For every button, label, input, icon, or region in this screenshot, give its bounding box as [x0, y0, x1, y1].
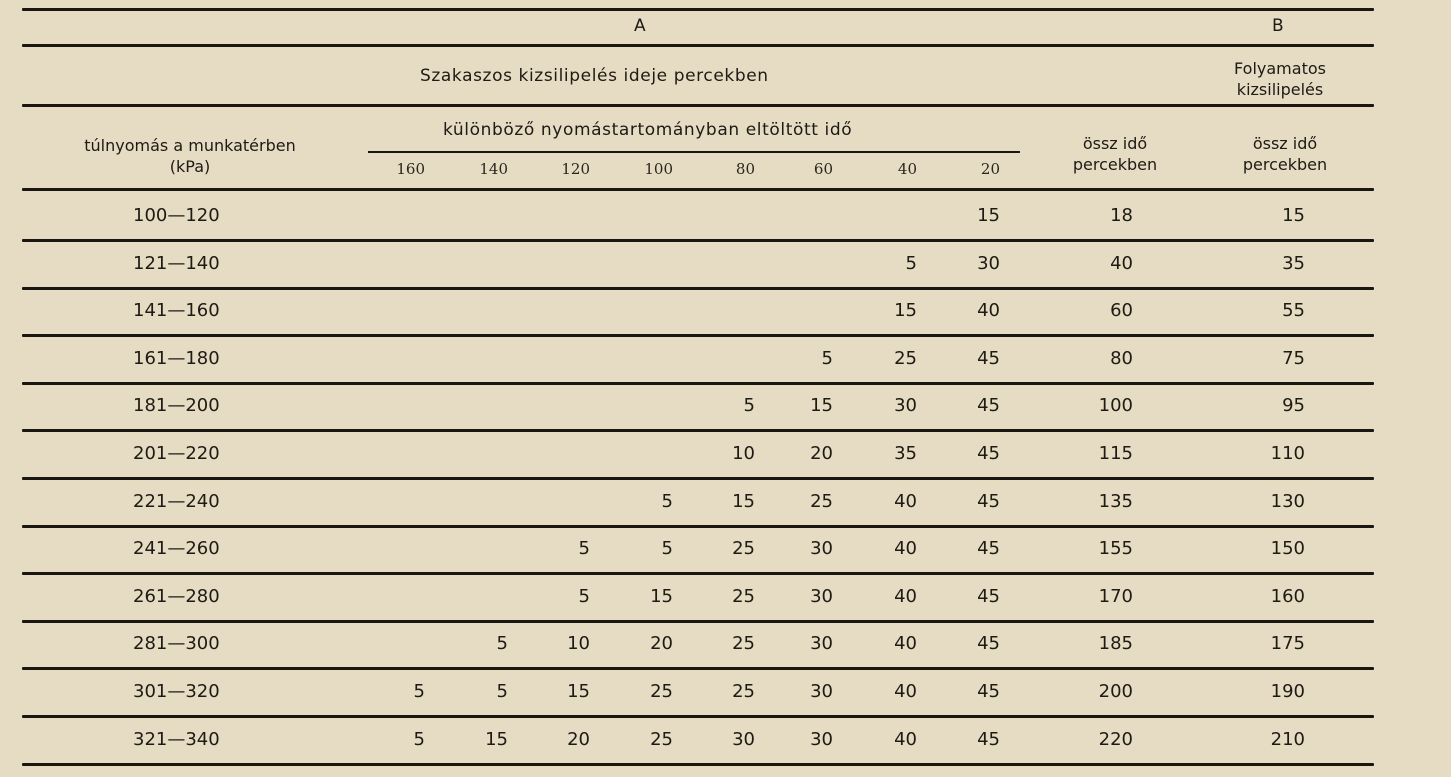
row-header — [30, 135, 350, 177]
total-b-header-line-1: össz idő — [1252, 134, 1318, 153]
row-range: 100—120 — [133, 205, 220, 226]
total-a-cell: 200 — [1098, 681, 1133, 702]
total-b-cell: 130 — [1270, 490, 1305, 512]
table-cell: 15 — [810, 395, 833, 417]
table-cell: 15 — [894, 300, 917, 322]
table-cell: 30 — [810, 538, 833, 560]
top-rule — [22, 8, 1374, 11]
table-cell: 30 — [894, 395, 917, 417]
total-a-header-line-1: össz idő — [1082, 134, 1148, 153]
total-b-cell: 15 — [1282, 205, 1305, 226]
row-range: 301—320 — [133, 681, 220, 702]
table-cell: 40 — [894, 490, 917, 512]
header-bottom-rule — [22, 188, 1374, 191]
table-cell: 20 — [650, 633, 673, 655]
total-a-cell: 155 — [1098, 538, 1133, 560]
total-b-cell: 175 — [1270, 633, 1305, 655]
group-a-label: A — [634, 16, 647, 36]
total-b-cell: 95 — [1282, 395, 1305, 417]
row-range: 241—260 — [133, 538, 220, 560]
pressure-col-header: 40 — [897, 160, 917, 178]
table-cell: 25 — [650, 728, 673, 750]
row-header-line-2: (kPa) — [169, 157, 211, 176]
table-cell: 5 — [743, 395, 755, 417]
total-a-cell: 220 — [1098, 728, 1133, 750]
row-rule — [22, 287, 1374, 290]
row-rule — [22, 763, 1374, 766]
table-cell: 45 — [977, 728, 1000, 750]
table-cell: 40 — [894, 633, 917, 655]
b-title-line-1: Folyamatos — [1234, 59, 1326, 78]
table-cell: 30 — [732, 728, 755, 750]
row-rule — [22, 382, 1374, 385]
table-cell: 5 — [496, 681, 508, 702]
table-cell: 45 — [977, 443, 1000, 464]
table-cell: 5 — [578, 585, 590, 607]
table-cell: 45 — [977, 681, 1000, 702]
table-cell: 5 — [496, 633, 508, 655]
table-cell: 25 — [894, 347, 917, 369]
table-cell: 5 — [413, 681, 425, 702]
table-cell: 10 — [567, 633, 590, 655]
row-range: 281—300 — [133, 633, 220, 655]
row-rule — [22, 620, 1374, 623]
total-a-cell: 40 — [1110, 252, 1133, 274]
pressure-col-header: 100 — [644, 160, 673, 178]
row-rule — [22, 429, 1374, 432]
row-range: 181—200 — [133, 395, 220, 417]
total-b-cell: 75 — [1282, 347, 1305, 369]
pressure-col-header: 20 — [980, 160, 1000, 178]
table-cell: 5 — [821, 347, 833, 369]
total-b-cell: 160 — [1270, 585, 1305, 607]
total-b-cell: 55 — [1282, 300, 1305, 322]
total-b-cell: 150 — [1270, 538, 1305, 560]
total-a-header — [1040, 133, 1190, 175]
total-a-cell: 115 — [1098, 443, 1133, 464]
table-cell: 25 — [650, 681, 673, 702]
title-rule — [22, 104, 1374, 107]
table-cell: 45 — [977, 395, 1000, 417]
table-cell: 40 — [894, 585, 917, 607]
table-cell: 5 — [413, 728, 425, 750]
row-range: 261—280 — [133, 585, 220, 607]
table-cell: 45 — [977, 490, 1000, 512]
span-header: különböző nyomástartományban eltöltött idő — [443, 120, 853, 140]
total-b-cell: 210 — [1270, 728, 1305, 750]
pressure-col-header: 160 — [396, 160, 425, 178]
table-cell: 25 — [732, 681, 755, 702]
total-a-cell: 18 — [1110, 205, 1133, 226]
table-cell: 5 — [578, 538, 590, 560]
table-cell: 10 — [732, 443, 755, 464]
table-cell: 40 — [977, 300, 1000, 322]
row-range: 121—140 — [133, 252, 220, 274]
total-b-cell: 35 — [1282, 252, 1305, 274]
table-cell: 45 — [977, 347, 1000, 369]
table-cell: 15 — [732, 490, 755, 512]
table-cell: 40 — [894, 681, 917, 702]
row-range: 221—240 — [133, 490, 220, 512]
row-range: 141—160 — [133, 300, 220, 322]
group-b-label: B — [1272, 16, 1285, 36]
table-cell: 20 — [567, 728, 590, 750]
total-b-cell: 110 — [1270, 443, 1305, 464]
span-underline — [368, 151, 1020, 153]
table-cell: 30 — [810, 585, 833, 607]
table-cell: 30 — [977, 252, 1000, 274]
pressure-col-header: 120 — [561, 160, 590, 178]
total-b-cell: 190 — [1270, 681, 1305, 702]
table-cell: 15 — [567, 681, 590, 702]
table-cell: 30 — [810, 728, 833, 750]
total-a-cell: 60 — [1110, 300, 1133, 322]
total-a-header-line-2: percekben — [1072, 155, 1158, 174]
total-a-cell: 170 — [1098, 585, 1133, 607]
a-title: Szakaszos kizsilipelés ideje percekben — [420, 66, 769, 86]
total-a-cell: 135 — [1098, 490, 1133, 512]
table-cell: 15 — [977, 205, 1000, 226]
total-a-cell: 185 — [1098, 633, 1133, 655]
table-cell: 5 — [905, 252, 917, 274]
row-rule — [22, 667, 1374, 670]
table-cell: 40 — [894, 538, 917, 560]
row-rule — [22, 477, 1374, 480]
row-range: 161—180 — [133, 347, 220, 369]
group-rule — [22, 44, 1374, 47]
row-range: 201—220 — [133, 443, 220, 464]
table-cell: 30 — [810, 633, 833, 655]
table-cell: 40 — [894, 728, 917, 750]
table-cell: 25 — [732, 538, 755, 560]
table-cell: 25 — [810, 490, 833, 512]
b-title — [1200, 58, 1360, 100]
table-cell: 35 — [894, 443, 917, 464]
table-cell: 15 — [485, 728, 508, 750]
table-cell: 30 — [810, 681, 833, 702]
row-range: 321—340 — [133, 728, 220, 750]
table-cell: 20 — [810, 443, 833, 464]
table-cell: 45 — [977, 633, 1000, 655]
pressure-col-header: 80 — [735, 160, 755, 178]
pressure-col-header: 60 — [813, 160, 833, 178]
table-cell: 25 — [732, 585, 755, 607]
table-cell: 25 — [732, 633, 755, 655]
table-cell: 45 — [977, 538, 1000, 560]
total-a-cell: 80 — [1110, 347, 1133, 369]
row-rule — [22, 239, 1374, 242]
row-rule — [22, 334, 1374, 337]
total-a-cell: 100 — [1098, 395, 1133, 417]
row-header-line-1: túlnyomás a munkatérben — [84, 136, 296, 155]
table-cell: 15 — [650, 585, 673, 607]
table-cell: 45 — [977, 585, 1000, 607]
table-cell: 5 — [661, 538, 673, 560]
b-title-line-2: kizsilipelés — [1236, 80, 1324, 99]
total-b-header — [1210, 133, 1360, 175]
total-b-header-line-2: percekben — [1242, 155, 1328, 174]
row-rule — [22, 572, 1374, 575]
table-cell: 5 — [661, 490, 673, 512]
pressure-col-header: 140 — [479, 160, 508, 178]
row-rule — [22, 525, 1374, 528]
row-rule — [22, 715, 1374, 718]
